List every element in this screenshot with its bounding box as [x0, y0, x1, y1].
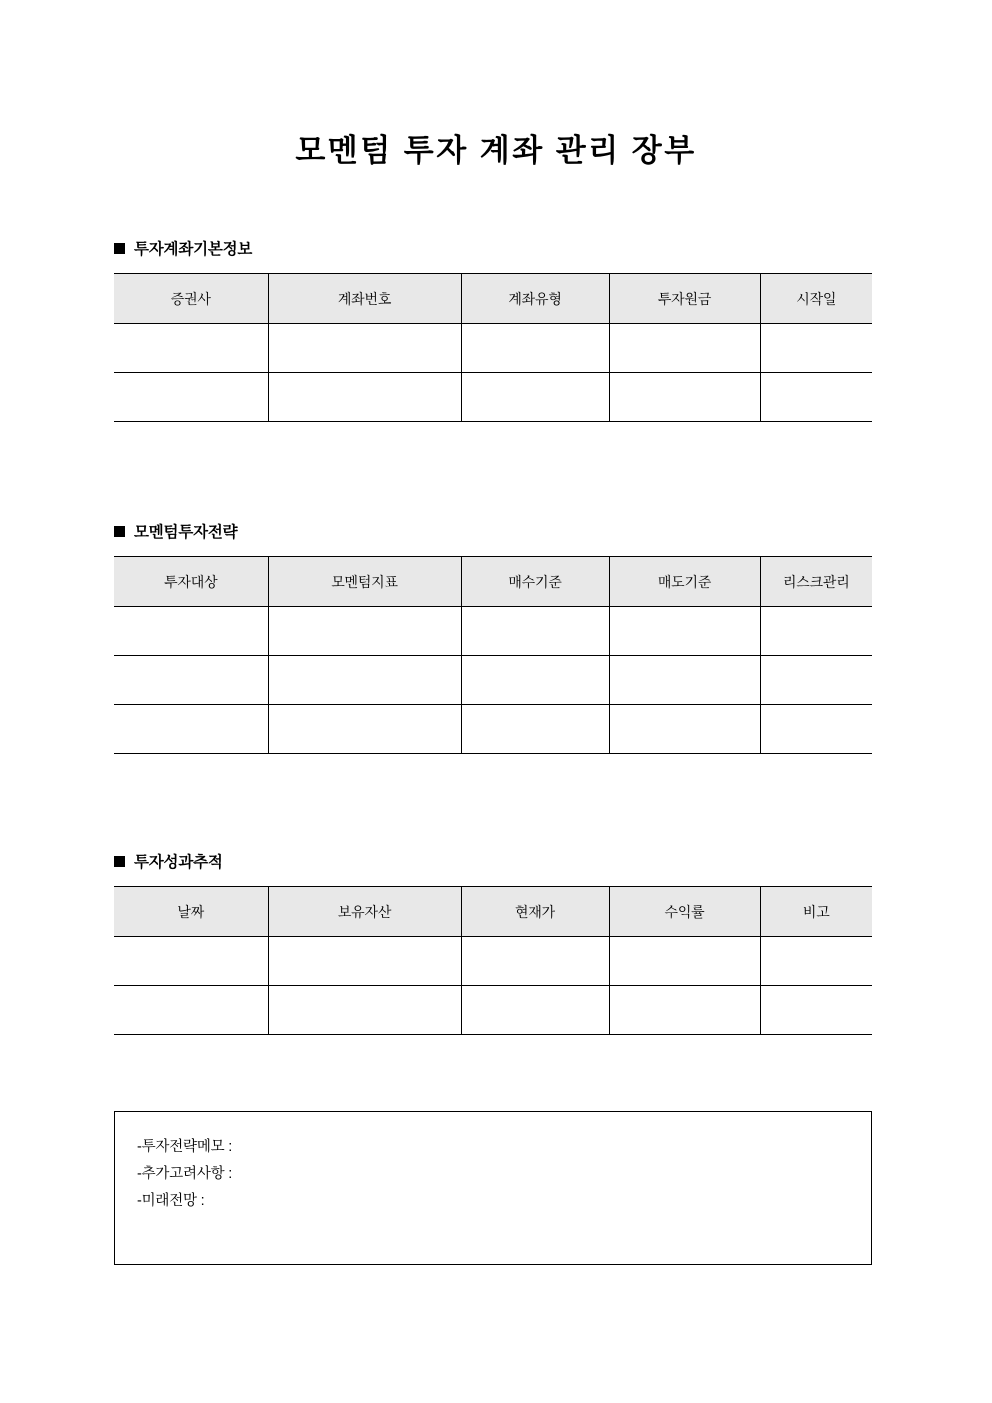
cell-return-rate[interactable]	[609, 986, 760, 1035]
cell-momentum-indicator[interactable]	[268, 607, 461, 656]
table-row	[114, 705, 872, 754]
spacer-section3-to-memo	[0, 1035, 992, 1111]
cell-securities-firm[interactable]	[114, 324, 268, 373]
column-header-risk-management: 리스크관리	[760, 557, 872, 607]
column-header-buy-criteria: 매수기준	[461, 557, 609, 607]
table-investment-account-info	[114, 273, 872, 422]
spacer-title-to-section1	[0, 169, 992, 237]
cell-sell-criteria[interactable]	[609, 705, 760, 754]
section-heading-1	[114, 237, 872, 259]
column-header-account-type: 계좌유형	[461, 274, 609, 324]
cell-remarks[interactable]	[760, 986, 872, 1035]
column-header-return-rate: 수익률	[609, 887, 760, 937]
cell-holdings[interactable]	[268, 937, 461, 986]
cell-risk-management[interactable]	[760, 656, 872, 705]
section-heading-3	[114, 850, 872, 872]
section-investment-account-info	[114, 237, 872, 422]
column-header-date: 날짜	[114, 887, 268, 937]
memo-line-strategy-note: -투자전략메모 :	[137, 1139, 233, 1156]
column-header-sell-criteria: 매도기준	[609, 557, 760, 607]
column-header-principal: 투자원금	[609, 274, 760, 324]
section-heading-2-label: 모멘텀투자전략	[134, 524, 238, 542]
table-header-row	[114, 887, 872, 937]
cell-remarks[interactable]	[760, 937, 872, 986]
table-row	[114, 324, 872, 373]
cell-sell-criteria[interactable]	[609, 656, 760, 705]
column-header-current-price: 현재가	[461, 887, 609, 937]
table-row	[114, 656, 872, 705]
section-performance-tracking	[114, 850, 872, 1035]
table-row	[114, 607, 872, 656]
table-momentum-strategy	[114, 556, 872, 754]
cell-buy-criteria[interactable]	[461, 656, 609, 705]
cell-investment-target[interactable]	[114, 607, 268, 656]
table-header-row	[114, 557, 872, 607]
cell-account-number[interactable]	[268, 324, 461, 373]
cell-principal[interactable]	[609, 324, 760, 373]
column-header-investment-target: 투자대상	[114, 557, 268, 607]
cell-momentum-indicator[interactable]	[268, 656, 461, 705]
square-bullet-icon	[114, 243, 125, 254]
table-performance-tracking	[114, 886, 872, 1035]
cell-holdings[interactable]	[268, 986, 461, 1035]
cell-securities-firm[interactable]	[114, 373, 268, 422]
table-row	[114, 986, 872, 1035]
cell-investment-target[interactable]	[114, 705, 268, 754]
cell-buy-criteria[interactable]	[461, 705, 609, 754]
spacer-section2-to-section3	[0, 754, 992, 850]
section-momentum-strategy	[114, 520, 872, 754]
cell-current-price[interactable]	[461, 937, 609, 986]
table-header-row	[114, 274, 872, 324]
section-heading-1-label: 투자계좌기본정보	[134, 241, 253, 259]
cell-start-date[interactable]	[760, 373, 872, 422]
memo-box[interactable]	[114, 1111, 872, 1265]
table-row	[114, 937, 872, 986]
cell-risk-management[interactable]	[760, 607, 872, 656]
cell-date[interactable]	[114, 986, 268, 1035]
page-title: 모멘텀 투자 계좌 관리 장부	[295, 133, 697, 168]
square-bullet-icon	[114, 526, 125, 537]
column-header-start-date: 시작일	[760, 274, 872, 324]
column-header-holdings: 보유자산	[268, 887, 461, 937]
cell-risk-management[interactable]	[760, 705, 872, 754]
cell-account-type[interactable]	[461, 373, 609, 422]
column-header-account-number: 계좌번호	[268, 274, 461, 324]
cell-account-type[interactable]	[461, 324, 609, 373]
cell-account-number[interactable]	[268, 373, 461, 422]
cell-buy-criteria[interactable]	[461, 607, 609, 656]
memo-line-future-outlook: -미래전망 :	[137, 1193, 205, 1210]
table-row	[114, 373, 872, 422]
cell-date[interactable]	[114, 937, 268, 986]
cell-start-date[interactable]	[760, 324, 872, 373]
cell-principal[interactable]	[609, 373, 760, 422]
cell-current-price[interactable]	[461, 986, 609, 1035]
memo-line-additional-considerations: -추가고려사항 :	[137, 1166, 233, 1183]
column-header-momentum-indicator: 모멘텀지표	[268, 557, 461, 607]
column-header-securities-firm: 증권사	[114, 274, 268, 324]
cell-investment-target[interactable]	[114, 656, 268, 705]
cell-momentum-indicator[interactable]	[268, 705, 461, 754]
section-heading-2	[114, 520, 872, 542]
square-bullet-icon	[114, 856, 125, 867]
cell-return-rate[interactable]	[609, 937, 760, 986]
column-header-remarks: 비고	[760, 887, 872, 937]
spacer-section1-to-section2	[0, 422, 992, 520]
section-heading-3-label: 투자성과추적	[134, 854, 223, 872]
cell-sell-criteria[interactable]	[609, 607, 760, 656]
